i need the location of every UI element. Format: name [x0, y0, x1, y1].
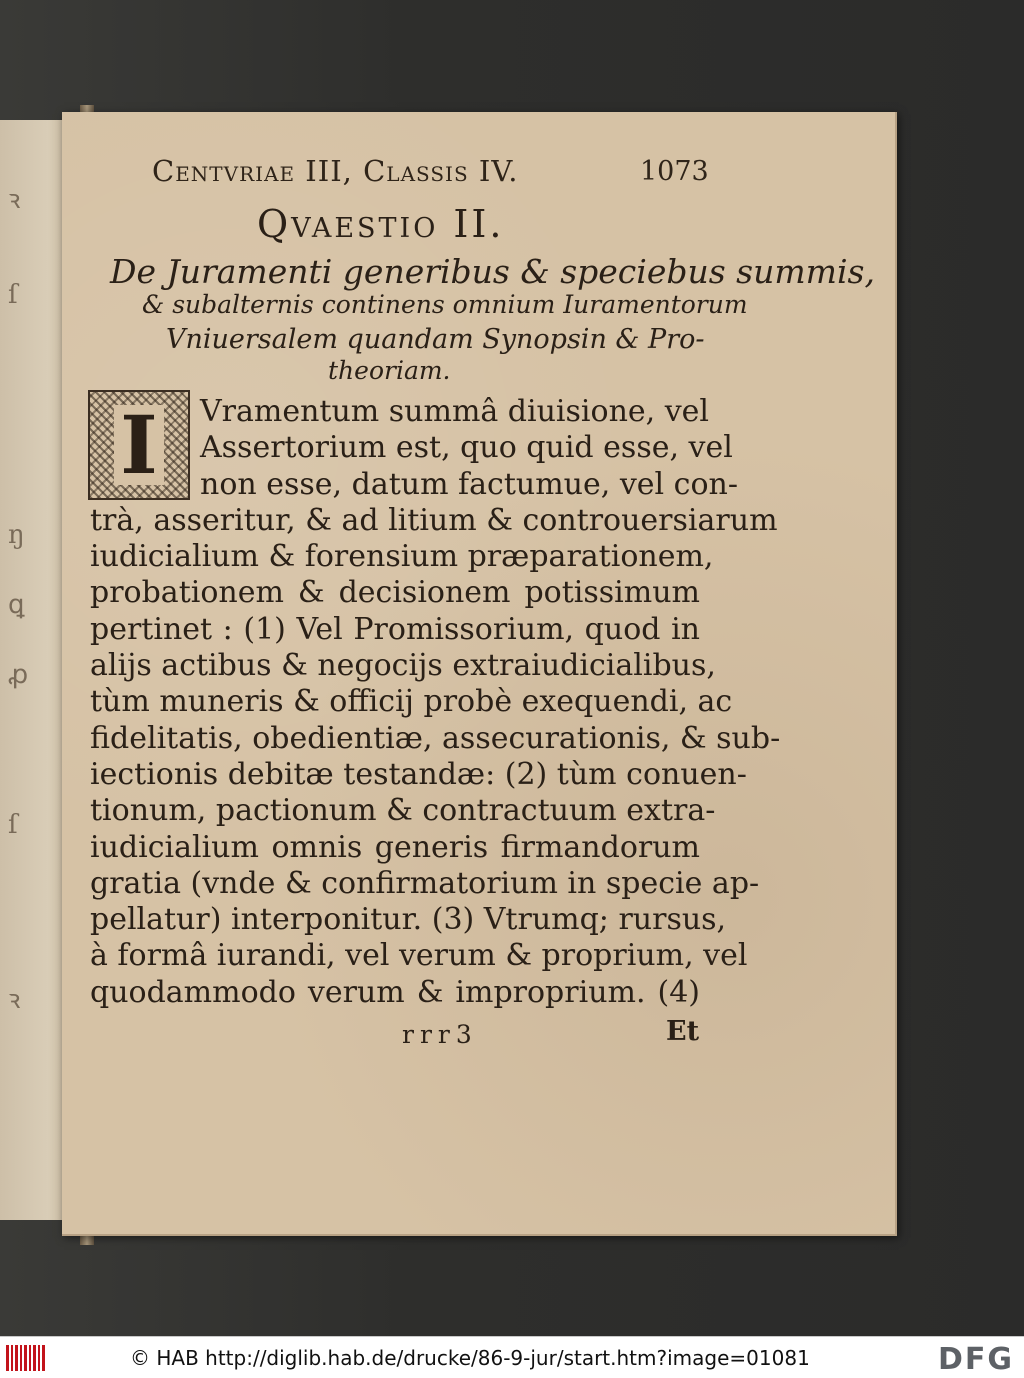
signature-mark: rrr3 [402, 1020, 478, 1049]
bleed-mark: ſ [8, 810, 18, 840]
bleed-mark: ꝛ [8, 985, 21, 1015]
subtitle-line: & subalternis continens omnium Iuramentorum [142, 290, 748, 319]
bleed-mark: ꝗ [8, 590, 25, 620]
text-line: pertinet : (1) Vel Promissorium, quod in [90, 611, 700, 647]
bleed-mark: ŋ [8, 520, 25, 550]
viewer-footer [0, 1336, 1024, 1378]
text-line: non esse, datum factumue, vel con- [200, 466, 738, 502]
bleed-mark: ꝛ [8, 185, 21, 215]
text-line: iectionis debitæ testandæ: (2) tùm conuen- [90, 756, 747, 792]
bleed-mark: ſ [8, 280, 18, 310]
book-page [62, 112, 897, 1236]
text-line: iudicialium & forensium præparationem, [90, 539, 714, 575]
text-line: alijs actibus & negocijs extraiudicialibus, [90, 648, 716, 684]
text-line: gratia (vnde & confirmatorium in specie ap- [90, 865, 760, 901]
text-line: Assertorium est, quo quid esse, vel [200, 430, 733, 466]
catchword: Et [666, 1016, 700, 1047]
bleed-mark: ꝓ [8, 660, 29, 690]
hab-barcode-logo [6, 1345, 46, 1371]
text-line: quodammodo verum & improprium. (4) [90, 974, 700, 1010]
running-head-text: Centvriae III, Classis IV. [152, 154, 519, 188]
text-line: à formâ iurandi, vel verum & proprium, vel [90, 938, 748, 974]
initial-letter: I [114, 405, 163, 485]
text-line: pellatur) interponitur. (3) Vtrumq; rursus, [90, 902, 727, 938]
body-text [90, 394, 781, 1011]
text-line: tùm muneris & officij probè exequendi, ac [90, 684, 733, 720]
text-line: fidelitatis, obedientiæ, assecurationis, & sub- [90, 720, 781, 756]
text-line: iudicialium omnis generis firmandorum [90, 829, 700, 865]
text-line: probationem & decisionem potissimum [90, 575, 700, 611]
question-title: Qvaestio II. [257, 202, 505, 246]
dfg-logo: DFG [937, 1342, 1014, 1377]
subtitle-line: Vniuersalem quandam Synopsin & Pro- [166, 324, 705, 355]
subtitle-line: theoriam. [328, 356, 451, 385]
running-head [152, 154, 712, 188]
copyright-link[interactable]: © HAB http://diglib.hab.de/drucke/86-9-jur/start.htm?image=01081 [130, 1346, 810, 1370]
subtitle-line: De Juramenti generibus & speciebus summis, [110, 252, 875, 291]
page-number: 1073 [640, 156, 709, 187]
text-line: trà, asseritur, & ad litium & controuersiarum [90, 502, 778, 538]
text-line: Vramentum summâ diuisione, vel [200, 394, 710, 429]
text-line: tionum, pactionum & contractuum extra- [90, 793, 716, 829]
